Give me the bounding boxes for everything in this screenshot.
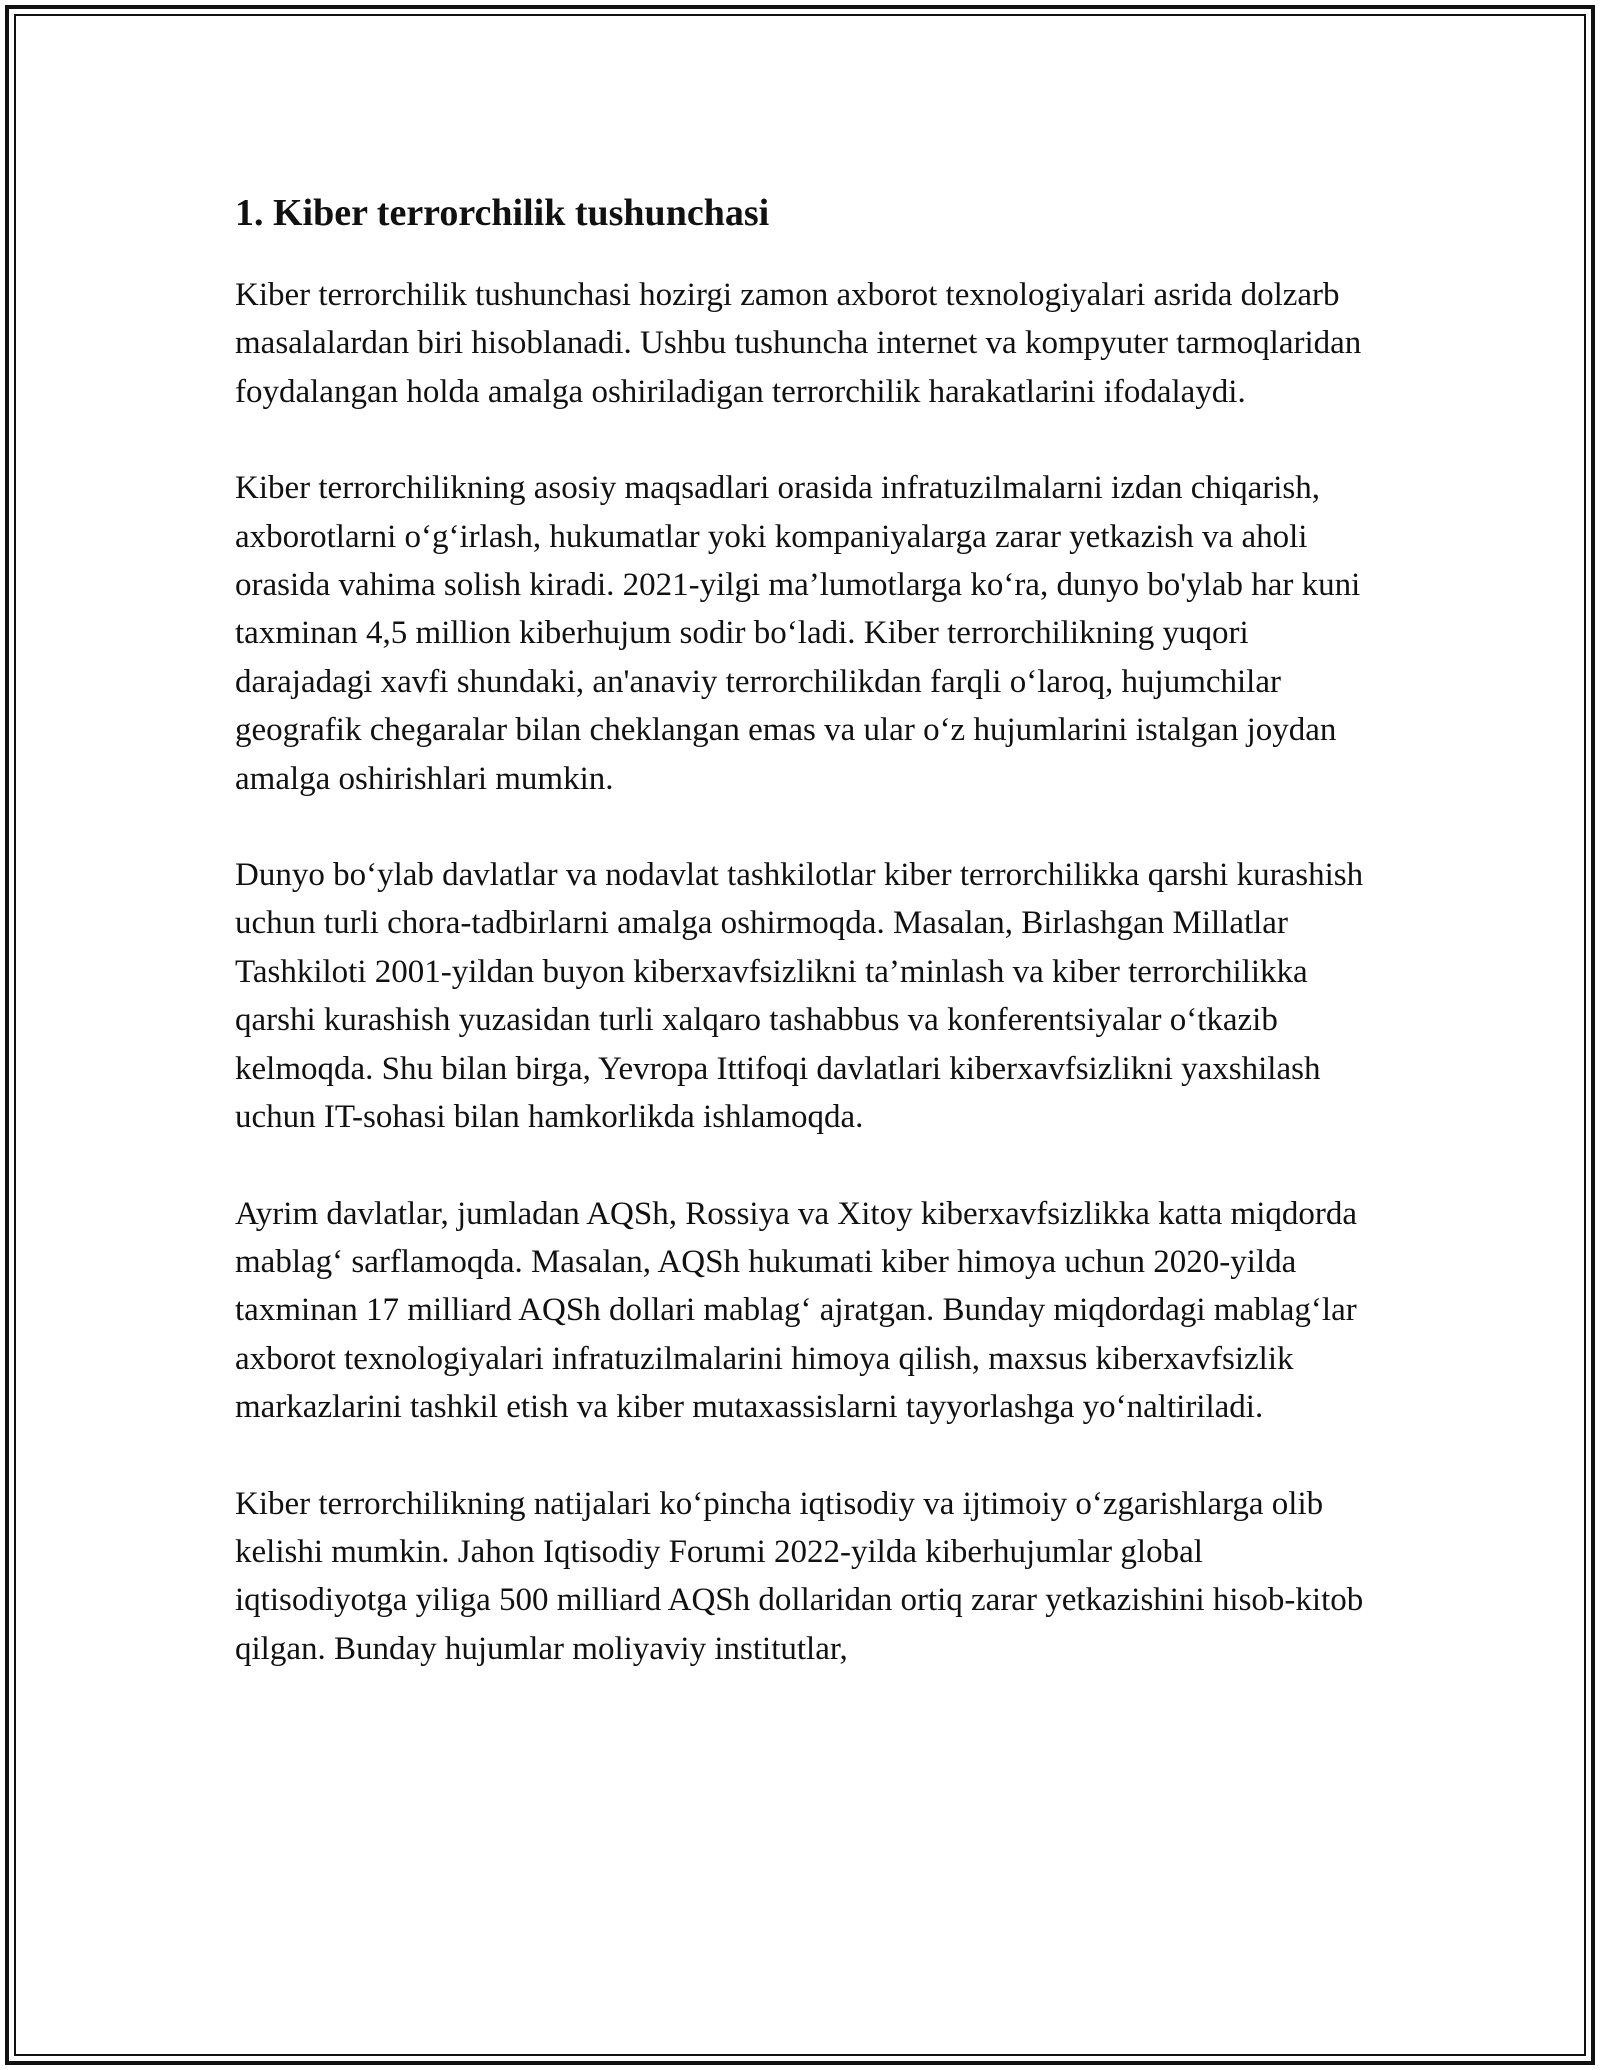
document-body	[235, 185, 1375, 1721]
paragraph-4: Ayrim davlatlar, jumladan AQSh, Rossiya va Xitoy kiberxavfsizlikka katta miqdorda mablag‘ sarflamoqda. Masalan, AQSh hukumati kiber himoya uchun 2020-yilda taxminan 17 milliard AQSh dollari mablag‘ ajratgan. Bunday miqdordagi mablag‘lar axborot texnologiyalari infratuzilmalarini himoya qilish, maxsus kiberxavfsizlik markazlarini tashkil etish va kiber mutaxassislarni tayyorlashga yo‘naltiriladi.	[235, 1195, 1357, 1426]
paragraph-2: Kiber terrorchilikning asosiy maqsadlari orasida infratuzilmalarni izdan chiqarish, axborotlarni o‘g‘irlash, hukumatlar yoki kompaniyalarga zarar yetkazish va aholi orasida vahima solish kiradi. 2021-yilgi ma’lumotlarga ko‘ra, dunyo bo'ylab har kuni taxminan 4,5 million kiberhujum sodir bo‘ladi. Kiber terrorchilikning yuqori darajadagi xavfi shundaki, an'anaviy terrorchilikdan farqli o‘laroq, hujumchilar geografik chegaralar bilan cheklangan emas va ular o‘z hujumlarini istalgan joydan amalga oshirishlari mumkin.	[235, 470, 1361, 797]
paragraph-3: Dunyo bo‘ylab davlatlar va nodavlat tashkilotlar kiber terrorchilikka qarshi kurashish uchun turli chora-tadbirlarni amalga oshirmoqda. Masalan, Birlashgan Millatlar Tashkiloti 2001-yildan buyon kiberxavfsizlikni ta’minlash va kiber terrorchilikka qarshi kurashish yuzasidan turli xalqaro tashabbus va konferentsiyalar o‘tkazib kelmoqda. Shu bilan birga, Yevropa Ittifoqi davlatlari kiberxavfsizlikni yaxshilash uchun IT-sohasi bilan hamkorlikda ishlamoqda.	[235, 857, 1364, 1136]
paragraph-5: Kiber terrorchilikning natijalari ko‘pincha iqtisodiy va ijtimoiy o‘zgarishlarga olib kelishi mumkin. Jahon Iqtisodiy Forumi 2022-yilda kiberhujumlar global iqtisodiyotga yiliga 500 milliard AQSh dollaridan ortiq zarar yetkazishini hisob-kitob qilgan. Bunday hujumlar moliyaviy institutlar,	[235, 1485, 1364, 1667]
paragraph-1: Kiber terrorchilik tushunchasi hozirgi zamon axborot texnologiyalari asrida dolzarb masalalardan biri hisoblanadi. Ushbu tushuncha internet va kompyuter tarmoqlaridan foydalangan holda amalga oshiriladigan terrorchilik harakatlarini ifodalaydi.	[235, 277, 1362, 410]
section-title: 1. Kiber terrorchilik tushunchasi	[235, 192, 770, 234]
